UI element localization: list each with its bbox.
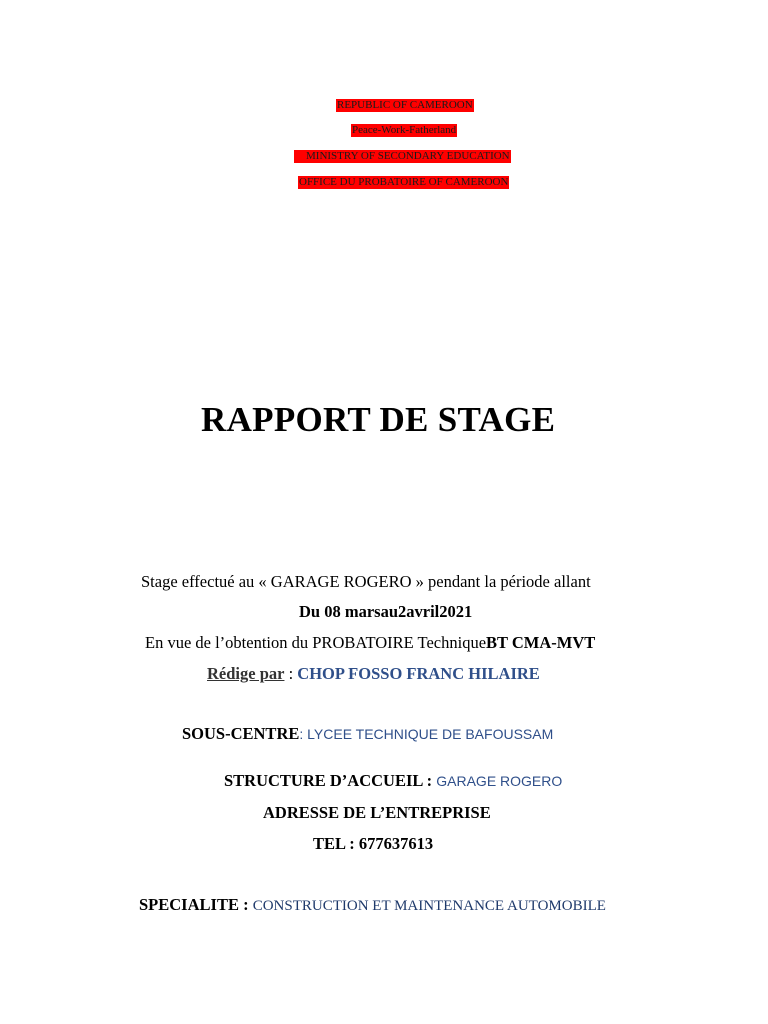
- author-separator: :: [284, 664, 298, 683]
- intro-line-3-bold: BT CMA-MVT: [486, 633, 596, 652]
- header-republic-text: REPUBLIC OF CAMEROON: [337, 99, 473, 111]
- header-office-text: OFFICE DU PROBATOIRE OF CAMEROON: [299, 176, 509, 188]
- structure-label: STRUCTURE D’ACCUEIL :: [224, 771, 437, 790]
- sous-centre-value: : LYCEE TECHNIQUE DE BAFOUSSAM: [299, 726, 554, 742]
- sous-centre-label: SOUS-CENTRE: [182, 724, 300, 743]
- author-name: CHOP FOSSO FRANC HILAIRE: [297, 664, 540, 683]
- intro-line-3: [145, 633, 595, 653]
- sous-centre-line: [182, 724, 553, 744]
- structure-line: [224, 771, 562, 791]
- header-republic: [336, 95, 474, 113]
- header-motto: [351, 120, 457, 138]
- header-motto-text: Peace-Work-Fatherland: [352, 124, 457, 136]
- tel-line: TEL : 677637613: [313, 834, 434, 853]
- structure-value: GARAGE ROGERO: [436, 773, 563, 789]
- header-office: [298, 172, 509, 190]
- intro-line-1: Stage effectué au « GARAGE ROGERO » pendant la période allant: [141, 572, 591, 591]
- header-ministry: [294, 146, 511, 164]
- adresse-line: ADRESSE DE L’ENTREPRISE: [263, 803, 491, 822]
- author-line: [207, 664, 540, 684]
- header-ministry-text: MINISTRY OF SECONDARY EDUCATION: [294, 150, 511, 163]
- author-label: Rédige par: [207, 664, 285, 683]
- report-title: RAPPORT DE STAGE: [201, 400, 556, 439]
- specialite-label: SPECIALITE :: [139, 895, 253, 914]
- specialite-value: CONSTRUCTION ET MAINTENANCE AUTOMOBILE: [252, 898, 606, 914]
- specialite-line: [139, 895, 606, 915]
- intro-line-3-normal: En vue de l’obtention du PROBATOIRE Technique: [145, 633, 487, 652]
- intro-dates: Du 08 marsau2avril2021: [299, 602, 473, 621]
